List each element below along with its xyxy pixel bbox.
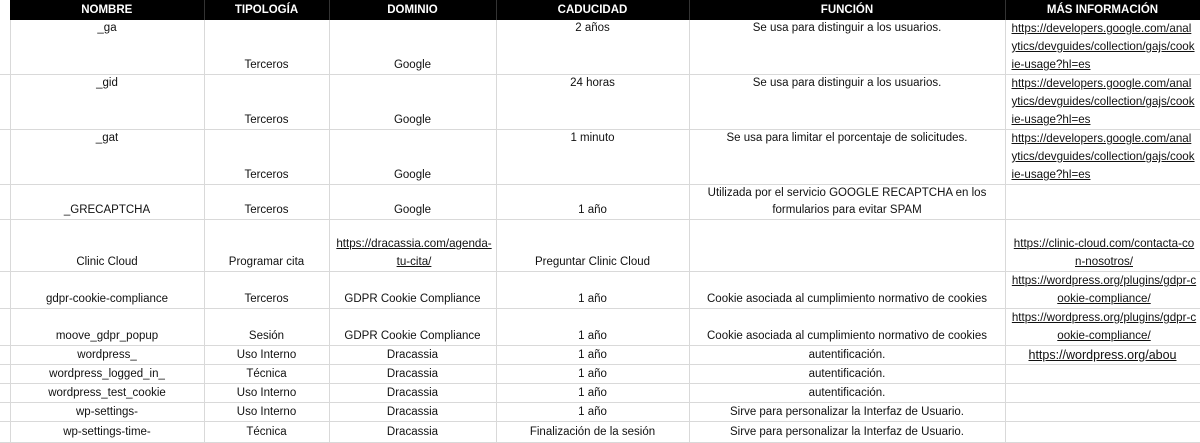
cell-nombre[interactable]: gdpr-cookie-compliance [10, 272, 204, 309]
cell-funcion[interactable]: Se usa para limitar el porcentaje de solicitudes. [689, 130, 1005, 185]
cell-funcion[interactable]: autentificación. [689, 346, 1005, 365]
cell-caducidad[interactable]: 1 año [496, 365, 689, 384]
cell-tipologia[interactable]: Sesión [204, 309, 329, 346]
cell-dominio[interactable]: Dracassia [329, 346, 496, 365]
cell-nombre[interactable]: _GRECAPTCHA [10, 185, 204, 220]
cell-nombre[interactable]: wordpress_ [10, 346, 204, 365]
header-dominio[interactable]: DOMINIO [329, 0, 496, 20]
cell-info-link[interactable] [1005, 403, 1200, 422]
cell-info-link[interactable] [1005, 422, 1200, 443]
cell-caducidad[interactable]: 1 minuto [496, 130, 689, 185]
header-funcion[interactable]: FUNCIÓN [689, 0, 1005, 20]
cell-funcion[interactable]: Se usa para distinguir a los usuarios. [689, 20, 1005, 75]
header-nombre[interactable]: NOMBRE [10, 0, 204, 20]
cell-info-link[interactable] [1005, 185, 1200, 220]
cell-nombre[interactable]: wordpress_test_cookie [10, 384, 204, 403]
cell-tipologia[interactable]: Terceros [204, 185, 329, 220]
table-row [0, 346, 1200, 365]
header-row [0, 0, 1200, 20]
table-row [0, 365, 1200, 384]
cell-funcion[interactable]: Utilizada por el servicio GOOGLE RECAPTCHA en los formularios para evitar SPAM [689, 185, 1005, 220]
cell-info-link[interactable]: https://wordpress.org/plugins/gdpr-cookie-compliance/ [1005, 272, 1200, 309]
cell-tipologia[interactable]: Terceros [204, 20, 329, 75]
header-tipologia[interactable]: TIPOLOGÍA [204, 0, 329, 20]
cell-funcion[interactable]: autentificación. [689, 365, 1005, 384]
table-row [0, 75, 1200, 130]
row-gutter [0, 0, 10, 20]
table-row [0, 422, 1200, 443]
cell-nombre[interactable]: Clinic Cloud [10, 220, 204, 272]
cell-dominio[interactable]: Dracassia [329, 403, 496, 422]
cell-funcion[interactable]: Se usa para distinguir a los usuarios. [689, 75, 1005, 130]
table-row [0, 185, 1200, 220]
cell-nombre[interactable]: moove_gdpr_popup [10, 309, 204, 346]
cell-caducidad[interactable]: 1 año [496, 309, 689, 346]
cell-info-link[interactable]: https://developers.google.com/analytics/devguides/collection/gajs/cookie-usage?hl=es [1005, 75, 1200, 130]
cell-nombre[interactable]: _gat [10, 130, 204, 185]
cell-info-link[interactable] [1005, 365, 1200, 384]
cell-caducidad[interactable]: 24 horas [496, 75, 689, 130]
header-caducidad[interactable]: CADUCIDAD [496, 0, 689, 20]
cell-caducidad[interactable]: 1 año [496, 185, 689, 220]
cell-info-link[interactable]: https://developers.google.com/analytics/devguides/collection/gajs/cookie-usage?hl=es [1005, 130, 1200, 185]
cell-tipologia[interactable]: Uso Interno [204, 384, 329, 403]
cell-dominio[interactable]: Google [329, 130, 496, 185]
table-row [0, 220, 1200, 272]
cell-tipologia[interactable]: Técnica [204, 365, 329, 384]
cell-dominio[interactable]: Google [329, 75, 496, 130]
cell-tipologia[interactable]: Uso Interno [204, 403, 329, 422]
cell-funcion[interactable]: Sirve para personalizar la Interfaz de Usuario. [689, 403, 1005, 422]
table-row [0, 130, 1200, 185]
cell-info-link[interactable]: https://clinic-cloud.com/contacta-con-nosotros/ [1005, 220, 1200, 272]
cell-nombre[interactable]: _gid [10, 75, 204, 130]
cell-dominio[interactable]: Google [329, 20, 496, 75]
cell-dominio[interactable]: Dracassia [329, 422, 496, 443]
cell-nombre[interactable]: wordpress_logged_in_ [10, 365, 204, 384]
cell-info-link[interactable]: https://wordpress.org/abou [1005, 346, 1200, 365]
cell-dominio[interactable]: GDPR Cookie Compliance [329, 272, 496, 309]
cell-caducidad[interactable]: 1 año [496, 346, 689, 365]
cell-info-link[interactable] [1005, 384, 1200, 403]
cell-nombre[interactable]: wp-settings-time- [10, 422, 204, 443]
cell-nombre[interactable]: _ga [10, 20, 204, 75]
cell-tipologia[interactable]: Uso Interno [204, 346, 329, 365]
cell-tipologia[interactable]: Terceros [204, 272, 329, 309]
cell-dominio[interactable]: Dracassia [329, 365, 496, 384]
table-row [0, 272, 1200, 309]
cell-dominio[interactable]: Dracassia [329, 384, 496, 403]
cell-dominio-link[interactable]: https://dracassia.com/agenda-tu-cita/ [329, 220, 496, 272]
cell-caducidad[interactable]: Preguntar Clinic Cloud [496, 220, 689, 272]
header-mas-informacion[interactable]: MÁS INFORMACIÓN [1005, 0, 1200, 20]
cell-funcion[interactable]: Cookie asociada al cumplimiento normativo de cookies [689, 272, 1005, 309]
cell-tipologia[interactable]: Terceros [204, 75, 329, 130]
cell-tipologia[interactable]: Terceros [204, 130, 329, 185]
cell-tipologia[interactable]: Programar cita [204, 220, 329, 272]
cell-tipologia[interactable]: Técnica [204, 422, 329, 443]
cell-info-link[interactable]: https://developers.google.com/analytics/devguides/collection/gajs/cookie-usage?hl=es [1005, 20, 1200, 75]
cell-funcion[interactable]: autentificación. [689, 384, 1005, 403]
cell-caducidad[interactable]: 1 año [496, 384, 689, 403]
table-row [0, 403, 1200, 422]
cell-nombre[interactable]: wp-settings- [10, 403, 204, 422]
cell-caducidad[interactable]: 1 año [496, 272, 689, 309]
table-row [0, 20, 1200, 75]
cell-dominio[interactable]: Google [329, 185, 496, 220]
cell-funcion[interactable]: Cookie asociada al cumplimiento normativo de cookies [689, 309, 1005, 346]
cell-caducidad[interactable]: Finalización de la sesión [496, 422, 689, 443]
cell-caducidad[interactable]: 1 año [496, 403, 689, 422]
cell-caducidad[interactable]: 2 años [496, 20, 689, 75]
table-row [0, 309, 1200, 346]
cell-funcion[interactable]: Sirve para personalizar la Interfaz de Usuario. [689, 422, 1005, 443]
table-row [0, 384, 1200, 403]
cell-funcion[interactable] [689, 220, 1005, 272]
cell-info-link[interactable]: https://wordpress.org/plugins/gdpr-cookie-compliance/ [1005, 309, 1200, 346]
cell-dominio[interactable]: GDPR Cookie Compliance [329, 309, 496, 346]
